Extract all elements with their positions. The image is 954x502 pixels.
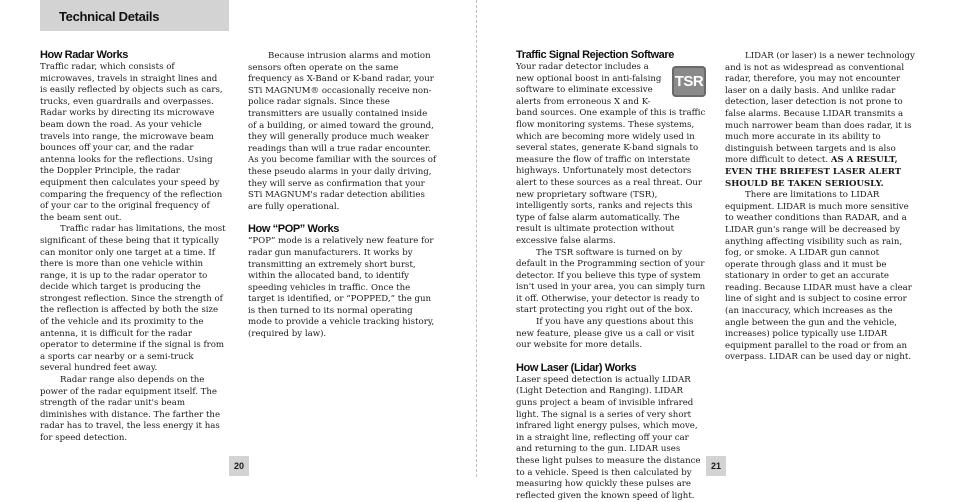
laser-warning-text: AS A RESULT, EVEN THE BRIEFEST LASER ALERT SHOULD BE TAKEN SERIOUSLY.: [725, 155, 902, 189]
page-number-left: 20: [229, 456, 249, 476]
laser-heading: How Laser (Lidar) Works: [516, 361, 637, 374]
tsr-heading: Traffic Signal Rejection Software: [516, 49, 674, 61]
page-number-right: 21: [706, 456, 726, 476]
tsr-paragraph-1-text: Your radar detector includes a new optional boost in anti-falsing software to eliminate excessive alerts from erroneous X and K-band sources. One example of this is traffic flow monitoring systems. These systems, which are becoming more widely used in several states, generate K-band signals to measure the flow of traffic on interstate highways. Unfortunately most detectors alert to these sources as a real threat. Our new proprietary software (TSR), intelligently sorts, ranks and rejects this type of false alarm automatically. The result is ultimate protection without excessive false alarms.: [516, 62, 706, 246]
right-column-2: [725, 51, 915, 364]
pop-heading: How “POP” Works: [248, 223, 339, 236]
laser-paragraph-2-text: LIDAR (or laser) is a newer technology and is not as widespread as conventional radar, therefore, you may not encounter laser on a daily basis. And unlike radar detection, laser detection is not prone to false alarms. Because LIDAR transmits a much narrower beam than does radar, it is much more accurate in its ability to distinguish between targets and is also more difficult to detect.: [725, 51, 915, 166]
right-page: [477, 0, 954, 501]
pop-paragraph: “POP” mode is a relatively new feature for radar gun manufacturers. It works by transmitting an extremely short burst, within the allocated band, to identify speeding vehicles in traffic. Once the target is identified, or “POPPED,” the gun is then turned to its normal operating mode to provide a vehicle tracking history, (required by law).: [248, 236, 435, 340]
intrusion-paragraph: Because intrusion alarms and motion sensors often operate on the same frequency as X-Band or K-band radar, your STi MAGNUM® occasionally receive non-police radar signals. Since these transmitters are usually contained inside of a building, or aimed toward the ground, they will generally produce much weaker readings than will a true radar encounter. As you become familiar with the sources of these pseudo alarms in your daily driving, they will serve as confirmation that your STi MAGNUM's radar detection abilities are fully operational.: [248, 51, 437, 212]
laser-paragraph-2: [725, 51, 915, 190]
section-title: Technical Details: [59, 9, 160, 24]
left-column-1: [40, 49, 226, 445]
radar-paragraph-1: Traffic radar, which consists of microwaves, travels in straight lines and is easily reflected by objects such as cars, trucks, even guardrails and overpasses. Radar works by directing its microwave beam down the road. As your vehicle travels into range, the microwave beam bounces off your car, and the radar antenna looks for the reflections. Using the Doppler Principle, the radar equipment then calculates your speed by comparing the frequency of the reflection of your car to the original frequency of the beam sent out.: [40, 62, 223, 223]
tsr-paragraph-2: The TSR software is turned on by default in the Programming section of your detector. If you believe this type of system isn't used in your area, you can simply turn it off. Otherwise, your detector is ready to start protecting you right out of the box.: [516, 247, 706, 316]
tsr-paragraph-3: If you have any questions about this new feature, please give us a call or visit our website for more details.: [516, 317, 695, 351]
laser-paragraph-1: Laser speed detection is actually LIDAR (Light Detection and Ranging). LIDAR guns project a beam of invisible infrared light. The signal is a series of very short infrared light energy pulses, which move, in a straight line, reflecting off your car and returning to the gun. LIDAR uses these light pulses to measure the distance to a vehicle. Speed is then calculated by measuring how quickly these pulses are reflected given the known speed of light.: [516, 374, 701, 501]
laser-paragraph-3: There are limitations to LIDAR equipment. LIDAR is much more sensitive to weather conditions than RADAR, and a LIDAR gun's range will be decreased by anything affecting visibility such as rain, fog, or smoke. A LIDAR gun cannot operate through glass and it must be stationary in order to get an accurate reading. Because LIDAR must have a clear line of sight and is subject to cosine error (an inaccuracy, which increases as the angle between the gun and the vehicle, increases) police typically use LIDAR equipment parallel to the road or from an overpass. LIDAR can be used day or night.: [725, 190, 912, 363]
left-page: [0, 0, 477, 477]
radar-paragraph-2: Traffic radar has limitations, the most significant of these being that it typically can monitor only one target at a time. If there is more than one vehicle within range, it is up to the radar operator to decide which target is producing the strongest reflection. Since the strength of the reflection is affected by both the size of the vehicle and its proximity to the antenna, it is difficult for the radar operator to determine if the signal is from a sports car nearby or a semi-truck several hundred feet away.: [40, 224, 226, 374]
radar-paragraph-3: Radar range also depends on the power of the radar equipment itself. The strength of the radar unit's beam diminishes with distance. The farther the radar has to travel, the less energy it has for speed detection.: [40, 375, 221, 443]
left-column-2: [248, 51, 438, 341]
radar-heading: How Radar Works: [40, 49, 128, 61]
tsr-paragraph-1: [516, 62, 706, 248]
section-header-tab: [40, 0, 229, 31]
tsr-logo-icon: TSR: [672, 66, 706, 97]
right-column-1: [516, 49, 706, 502]
